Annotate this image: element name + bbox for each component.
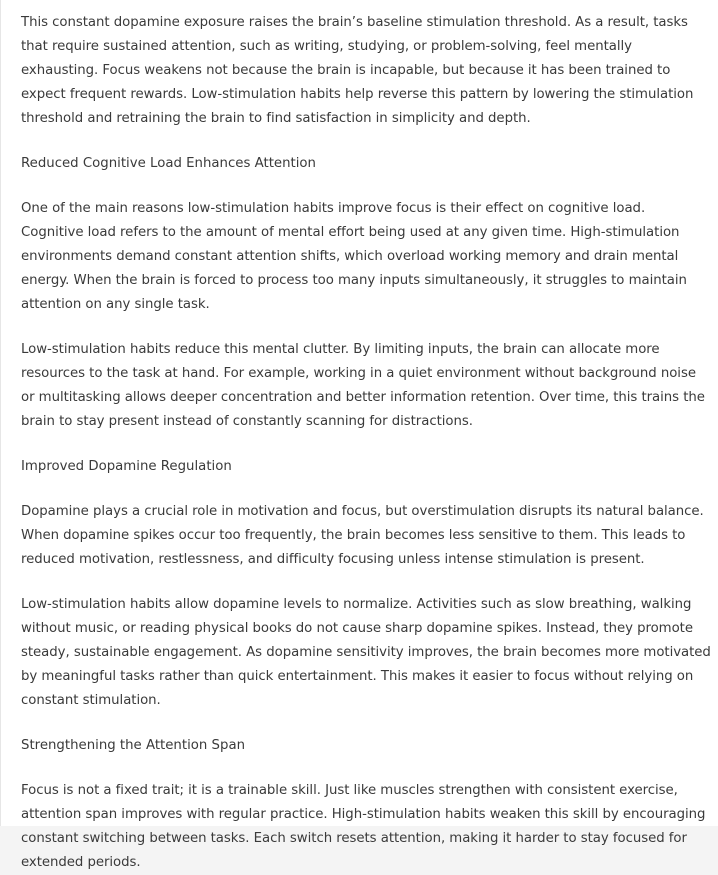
heading-attention-span: Strengthening the Attention Span xyxy=(21,738,246,753)
heading-dopamine-regulation: Improved Dopamine Regulation xyxy=(21,459,232,474)
paragraph-dopamine-normalize: Low-stimulation habits allow dopamine levels to normalize. Activities such as slow breathing, walking without music, or reading physical books do not cause sharp dopamine spikes. Instead, they promote steady, sustainable engagement. As dopamine sensitivity improves, the brain becomes more motivated by meaningful tasks rather than quick entertainment. This makes it easier to focus without relying on constant stimulation. xyxy=(21,597,711,708)
paragraph-attention-skill: Focus is not a fixed trait; it is a trainable skill. Just like muscles strengthen with consistent exercise, attention span improves with regular practice. High-stimulation habits weaken this skill by encouraging constant switching between tasks. Each switch resets attention, making it harder to stay focused for extended periods. xyxy=(21,783,706,870)
paragraph-cognitive-load: One of the main reasons low-stimulation habits improve focus is their effect on cognitive load. Cognitive load refers to the amount of mental effort being used at any given time. High-stimulation environments demand constant attention shifts, which overload working memory and drain mental energy. When the brain is forced to process too many inputs simultaneously, it struggles to maintain attention on any single task. xyxy=(21,201,687,312)
paragraph-mental-clutter: Low-stimulation habits reduce this mental clutter. By limiting inputs, the brain can allocate more resources to the task at hand. For example, working in a quiet environment without background noise or multitasking allows deeper concentration and better information retention. Over time, this trains the brain to stay present instead of constantly scanning for distractions. xyxy=(21,342,705,429)
heading-cognitive-load: Reduced Cognitive Load Enhances Attention xyxy=(21,156,316,171)
paragraph-dopamine-threshold: This constant dopamine exposure raises the brain’s baseline stimulation threshold. As a result, tasks that require sustained attention, such as writing, studying, or problem-solving, feel mentally exhausting. Focus weakens not because the brain is incapable, but because it has been trained to expect frequent rewards. Low-stimulation habits help reverse this pattern by lowering the stimulation threshold and retraining the brain to find satisfaction in simplicity and depth. xyxy=(21,15,694,126)
paragraph-dopamine-balance: Dopamine plays a crucial role in motivation and focus, but overstimulation disrupts its natural balance. When dopamine spikes occur too frequently, the brain becomes less sensitive to them. This leads to reduced motivation, restlessness, and difficulty focusing unless intense stimulation is present. xyxy=(21,504,704,567)
